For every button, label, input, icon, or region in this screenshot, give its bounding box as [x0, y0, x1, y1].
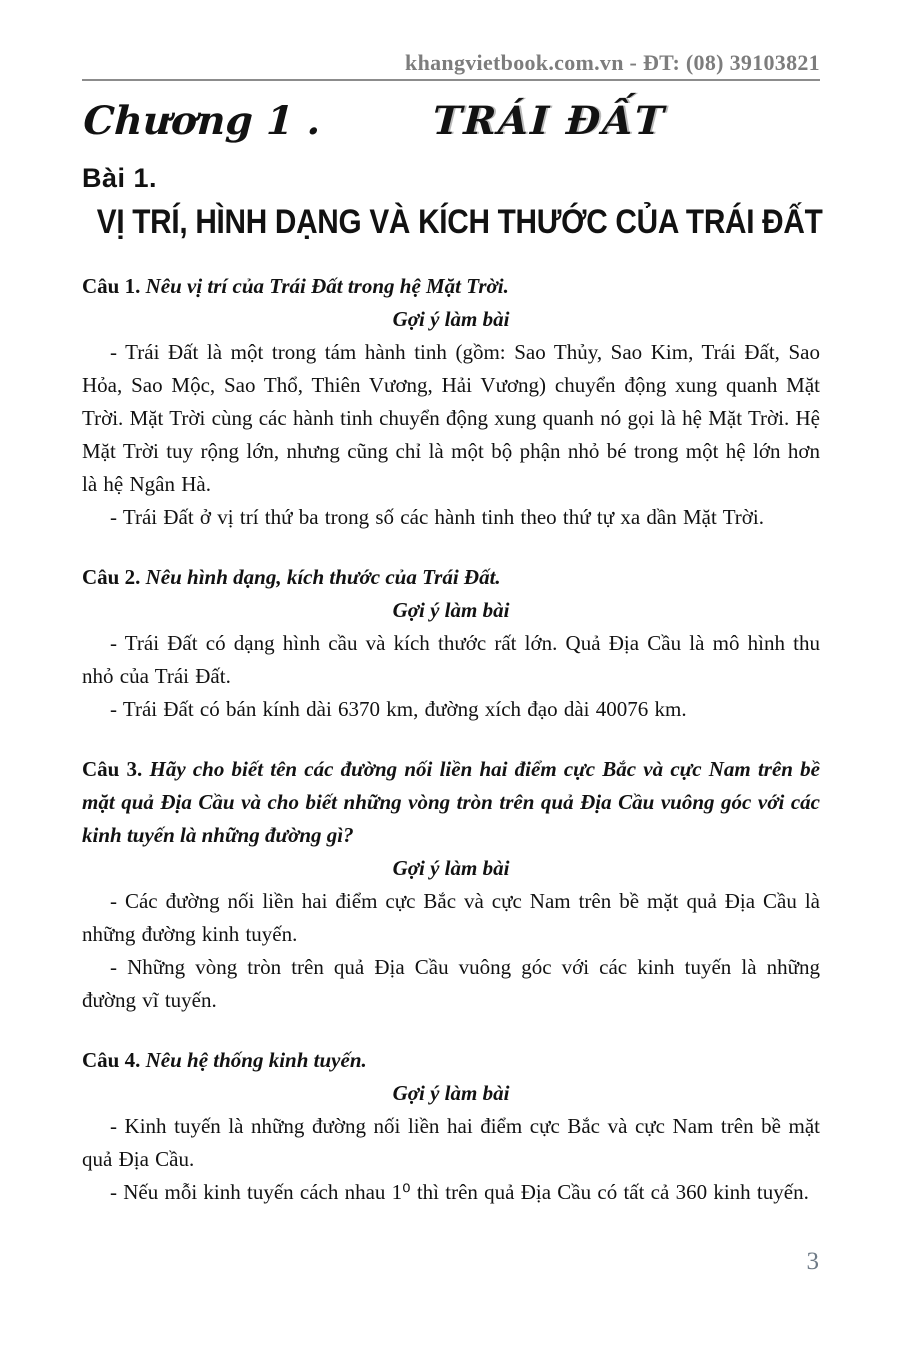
question-block-2: [82, 561, 820, 726]
question-heading: [82, 270, 820, 303]
question-text: Nêu hình dạng, kích thước của Trái Đất.: [145, 565, 501, 589]
answer-paragraph: - Nếu mỗi kinh tuyến cách nhau 1⁰ thì trên quả Địa Cầu có tất cả 360 kinh tuyến.: [110, 1180, 809, 1204]
question-label: Câu 3.: [82, 757, 143, 781]
question-block-1: [82, 270, 820, 534]
question-block-3: [82, 753, 820, 1017]
question-label: Câu 4.: [82, 1048, 141, 1072]
answer-paragraph: - Các đường nối liền hai điểm cực Bắc và cực Nam trên bề mặt quả Địa Cầu là những đường kinh tuyến.: [82, 889, 820, 946]
lesson-label: Bài 1.: [82, 163, 158, 193]
hint-label: Gợi ý làm bài: [392, 1081, 510, 1105]
question-text: Hãy cho biết tên các đường nối liền hai điểm cực Bắc và cực Nam trên bề mặt quả Địa Cầu và cho biết những vòng tròn trên quả Địa Cầu vuông góc với các kinh tuyến là những đường gì?: [82, 757, 820, 847]
answer-paragraph: - Trái Đất có dạng hình cầu và kích thước rất lớn. Quả Địa Cầu là mô hình thu nhỏ của Trái Đất.: [82, 631, 820, 688]
page-number: 3: [806, 1248, 819, 1275]
question-text: Nêu hệ thống kinh tuyến.: [145, 1048, 367, 1072]
answer-paragraph: - Trái Đất ở vị trí thứ ba trong số các hành tinh theo thứ tự xa dần Mặt Trời.: [110, 505, 764, 529]
page-content: [82, 94, 823, 1209]
answer-paragraph: - Kinh tuyến là những đường nối liền hai điểm cực Bắc và cực Nam trên bề mặt quả Địa Cầu.: [82, 1114, 820, 1171]
answer-paragraph: - Trái Đất là một trong tám hành tinh (gồm: Sao Thủy, Sao Kim, Trái Đất, Sao Hỏa, Sao Mộc, Sao Thổ, Thiên Vương, Hải Vương) chuyển động xung quanh Mặt Trời. Mặt Trời cùng các hành tinh chuyển động xung quanh nó gọi là hệ Mặt Trời. Hệ Mặt Trời tuy rộng lớn, nhưng cũng chỉ là một bộ phận nhỏ bé trong một hệ lớn hơn là hệ Ngân Hà.: [82, 340, 820, 496]
lesson-title: VỊ TRÍ, HÌNH DẠNG VÀ KÍCH THƯỚC CỦA TRÁI ĐẤT: [96, 202, 823, 241]
page-header: [82, 0, 820, 81]
question-heading: [82, 753, 820, 852]
question-heading: [82, 561, 820, 594]
hint-label: Gợi ý làm bài: [392, 307, 510, 331]
question-text: Nêu vị trí của Trái Đất trong hệ Mặt Trời.: [145, 274, 509, 298]
publisher-contact: khangvietbook.com.vn - ĐT: (08) 39103821: [405, 50, 820, 75]
hint-label: Gợi ý làm bài: [392, 856, 510, 880]
question-heading: [82, 1044, 820, 1077]
answer-paragraph: - Trái Đất có bán kính dài 6370 km, đường xích đạo dài 40076 km.: [110, 697, 687, 721]
question-label: Câu 1.: [82, 274, 141, 298]
hint-label: Gợi ý làm bài: [392, 598, 510, 622]
chapter-title: TRÁI ĐẤT: [431, 98, 667, 144]
question-label: Câu 2.: [82, 565, 141, 589]
chapter-label: Chương 1 .: [82, 98, 322, 144]
answer-paragraph: - Những vòng tròn trên quả Địa Cầu vuông góc với các kinh tuyến là những đường vĩ tuyến.: [82, 955, 820, 1012]
question-block-4: [82, 1044, 820, 1209]
chapter-heading: [82, 94, 823, 148]
